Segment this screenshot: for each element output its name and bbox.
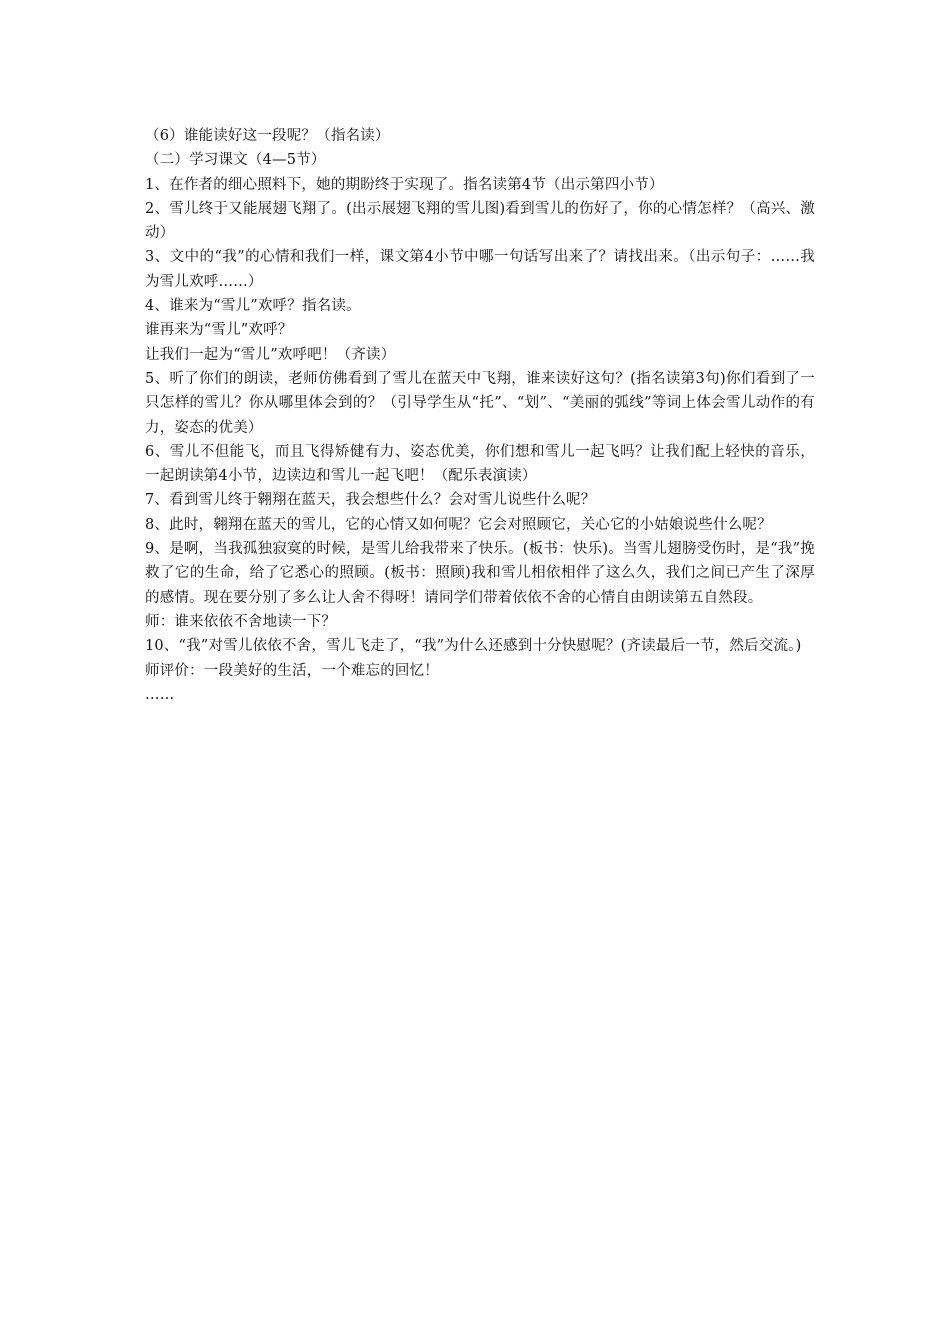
paragraph-step-8: 8、此时，翱翔在蓝天的雪儿，它的心情又如何呢？它会对照顾它，关心它的小姑娘说些什么呢？	[145, 516, 772, 533]
paragraph-reading-section-6: （6）谁能读好这一段呢？（指名读）	[145, 128, 390, 144]
paragraph-step-4: 4、谁来为“雪儿”欢呼？指名读。	[145, 298, 361, 315]
paragraph-step-1: 1、在作者的细心照料下，她的期盼终于实现了。指名读第4节（出示第四小节）	[145, 176, 664, 193]
paragraph-step-4-followup: 谁再来为“雪儿”欢呼？	[145, 322, 293, 339]
paragraph-step-9: 9、是啊，当我孤独寂寞的时候，是雪儿给我带来了快乐。(板书：快乐)。当雪儿翅膀受伤时，是“我”挽救了它的生命，给了它悉心的照顾。(板书：照顾)我和雪儿相依相伴了这么久，我们之间已产生了深厚的感情。现在要分别了多么让人舍不得呀！请同学们带着依依不舍的心情自由朗读第五自然段。	[145, 541, 815, 606]
document-body	[145, 124, 815, 707]
paragraph-teacher-comment: 师评价：一段美好的生活，一个难忘的回忆！	[145, 662, 439, 679]
paragraph-teacher-prompt: 师：谁来依依不舍地读一下？	[145, 613, 337, 630]
paragraph-step-5: 5、听了你们的朗读，老师仿佛看到了雪儿在蓝天中飞翔，谁来读好这句？(指名读第3句)你们看到了一只怎样的雪儿？你从哪里体会到的？（引导学生从“托”、“划”、“美丽的弧线”等词上体会雪儿动作的有力，姿态的优美）	[145, 370, 815, 436]
paragraph-step-2: 2、雪儿终于又能展翅飞翔了。(出示展翅飞翔的雪儿图)看到雪儿的伤好了，你的心情怎样？（高兴、激动）	[145, 200, 815, 242]
paragraph-step-3: 3、文中的“我”的心情和我们一样，课文第4小节中哪一句话写出来了？请找出来。（出示句子：……我为雪儿欢呼……）	[145, 249, 815, 290]
paragraph-step-10: 10、“我”对雪儿依依不舍，雪儿飞走了，“我”为什么还感到十分快慰呢？(齐读最后一节，然后交流。)	[145, 638, 802, 655]
paragraph-ellipsis: ……	[145, 686, 175, 703]
paragraph-step-7: 7、看到雪儿终于翱翔在蓝天，我会想些什么？会对雪儿说些什么呢？	[145, 492, 596, 509]
paragraph-step-4-group-read: 让我们一起为“雪儿”欢呼吧！（齐读）	[145, 346, 396, 363]
paragraph-section-heading: （二）学习课文（4—5节）	[145, 152, 326, 169]
paragraph-step-6: 6、雪儿不但能飞，而且飞得矫健有力、姿态优美，你们想和雪儿一起飞吗？让我们配上轻快的音乐，一起朗读第4小节，边读边和雪儿一起飞吧！（配乐表演读）	[145, 443, 815, 485]
